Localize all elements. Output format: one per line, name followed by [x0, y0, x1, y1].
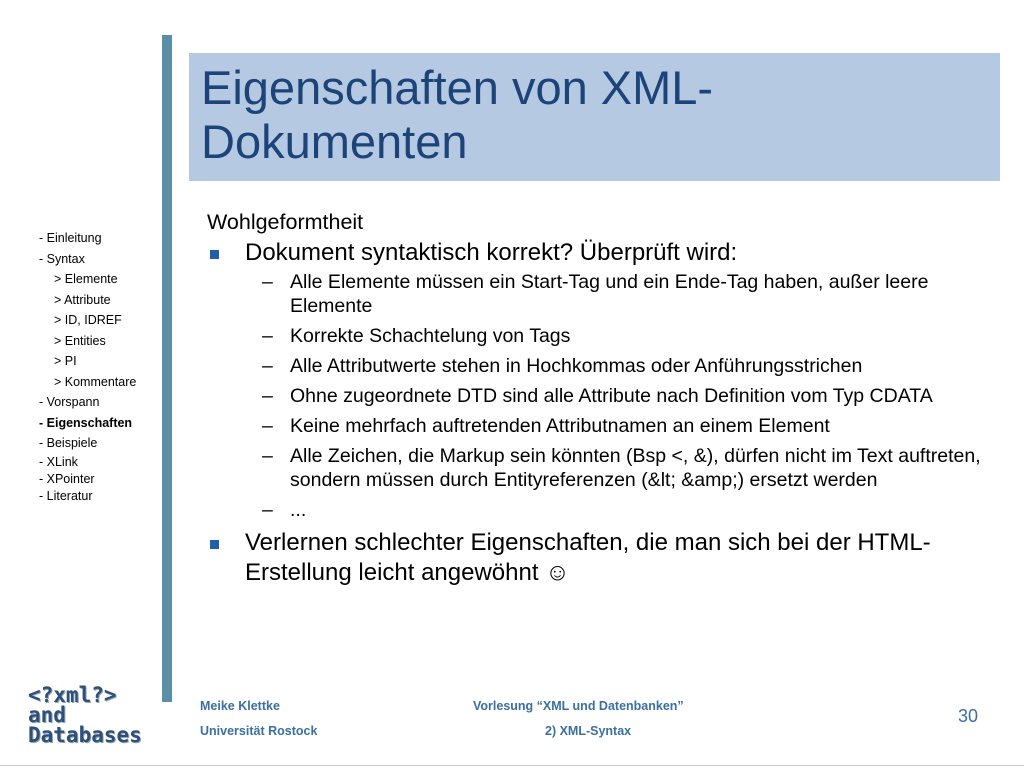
sub-bullet-text: Ohne zugeordnete DTD sind alle Attribute nach Definition vom Typ CDATA [290, 385, 933, 407]
section-heading: Wohlgeformtheit [207, 210, 364, 234]
dash-bullet-icon: – [262, 271, 273, 293]
logo-line-3: Databases [28, 723, 142, 747]
bullet-item [207, 528, 997, 588]
dash-bullet-icon: – [262, 499, 273, 521]
slide-title: Eigenschaften von XML- Dokumenten [201, 61, 714, 168]
sub-bullet-text: Keine mehrfach auftretenden Attributnamen an einem Element [290, 415, 830, 437]
sub-bullet-text: Alle Attributwerte stehen in Hochkommas oder Anführungsstrichen [290, 355, 863, 377]
sub-bullet-item [207, 498, 997, 522]
sidebar-item-id-idref[interactable]: > ID, IDREF [54, 313, 122, 327]
sidebar-item-pi[interactable]: > PI [54, 354, 77, 368]
sub-bullet-text: Korrekte Schachtelung von Tags [290, 325, 571, 347]
dash-bullet-icon: – [262, 325, 273, 347]
sub-bullet-list [207, 270, 997, 522]
footer-author: Meike Klettke [200, 699, 280, 713]
logo-line-1: <?xml?> [28, 683, 117, 707]
bottom-divider [0, 765, 1024, 766]
bullet-item [207, 238, 997, 268]
sidebar-item-xpointer[interactable]: - XPointer [39, 471, 95, 486]
sub-bullet-text: Alle Zeichen, die Markup sein könnten (Bsp <, &), dürfen nicht im Text auftreten, sondern müssen durch Entityreferenzen (&lt; &amp;) ersetzt werden [290, 445, 981, 491]
dash-bullet-icon: – [262, 415, 273, 437]
sidebar-item-xlink[interactable]: - XLink [39, 454, 78, 469]
sub-bullet-item [207, 270, 997, 318]
sub-bullet-item [207, 384, 997, 408]
sidebar-item-entities[interactable]: > Entities [54, 333, 106, 348]
sidebar-item-eigenschaften[interactable]: - Eigenschaften [39, 415, 133, 430]
sidebar-item-literatur[interactable]: - Literatur [39, 488, 93, 503]
dash-bullet-icon: – [262, 445, 273, 467]
sidebar-nav [39, 228, 136, 505]
sub-bullet-item [207, 354, 997, 378]
sub-bullet-item [207, 324, 997, 348]
sidebar-item-vorspann[interactable]: - Vorspann [39, 395, 100, 409]
sidebar-item-kommentare[interactable]: > Kommentare [54, 374, 137, 389]
sidebar-item-attribute[interactable]: > Attribute [54, 292, 111, 307]
square-bullet-icon [210, 540, 219, 549]
sidebar-item-einleitung[interactable]: - Einleitung [39, 231, 102, 245]
sub-bullet-item [207, 414, 997, 438]
dash-bullet-icon: – [262, 355, 273, 377]
bullet-text: Dokument syntaktisch korrekt? Überprüft wird: [245, 239, 738, 266]
logo-line-2: and [28, 703, 66, 727]
sub-bullet-text: ... [290, 499, 307, 521]
sidebar-item-syntax[interactable]: - Syntax [39, 251, 85, 266]
dash-bullet-icon: – [262, 385, 273, 407]
sub-bullet-item [207, 444, 997, 492]
sub-bullet-text: Alle Elemente müssen ein Start-Tag und ein Ende-Tag haben, außer leere Elemente [290, 271, 929, 317]
xml-databases-logo [28, 685, 142, 745]
sidebar-item-elemente[interactable]: > Elemente [54, 272, 118, 286]
accent-bar [162, 35, 172, 702]
footer-university: Universität Rostock [200, 724, 318, 738]
sidebar-item-beispiele[interactable]: - Beispiele [39, 436, 98, 450]
square-bullet-icon [210, 250, 219, 259]
page-number: 30 [958, 706, 979, 726]
slide-body [207, 208, 997, 588]
footer-chapter: 2) XML-Syntax [545, 724, 632, 738]
title-banner [189, 53, 1000, 181]
footer-lecture: Vorlesung “XML und Datenbanken” [473, 699, 684, 713]
bullet-text: Verlernen schlechter Eigenschaften, die man sich bei der HTML-Erstellung leicht angewöhnt ☺ [245, 529, 931, 586]
